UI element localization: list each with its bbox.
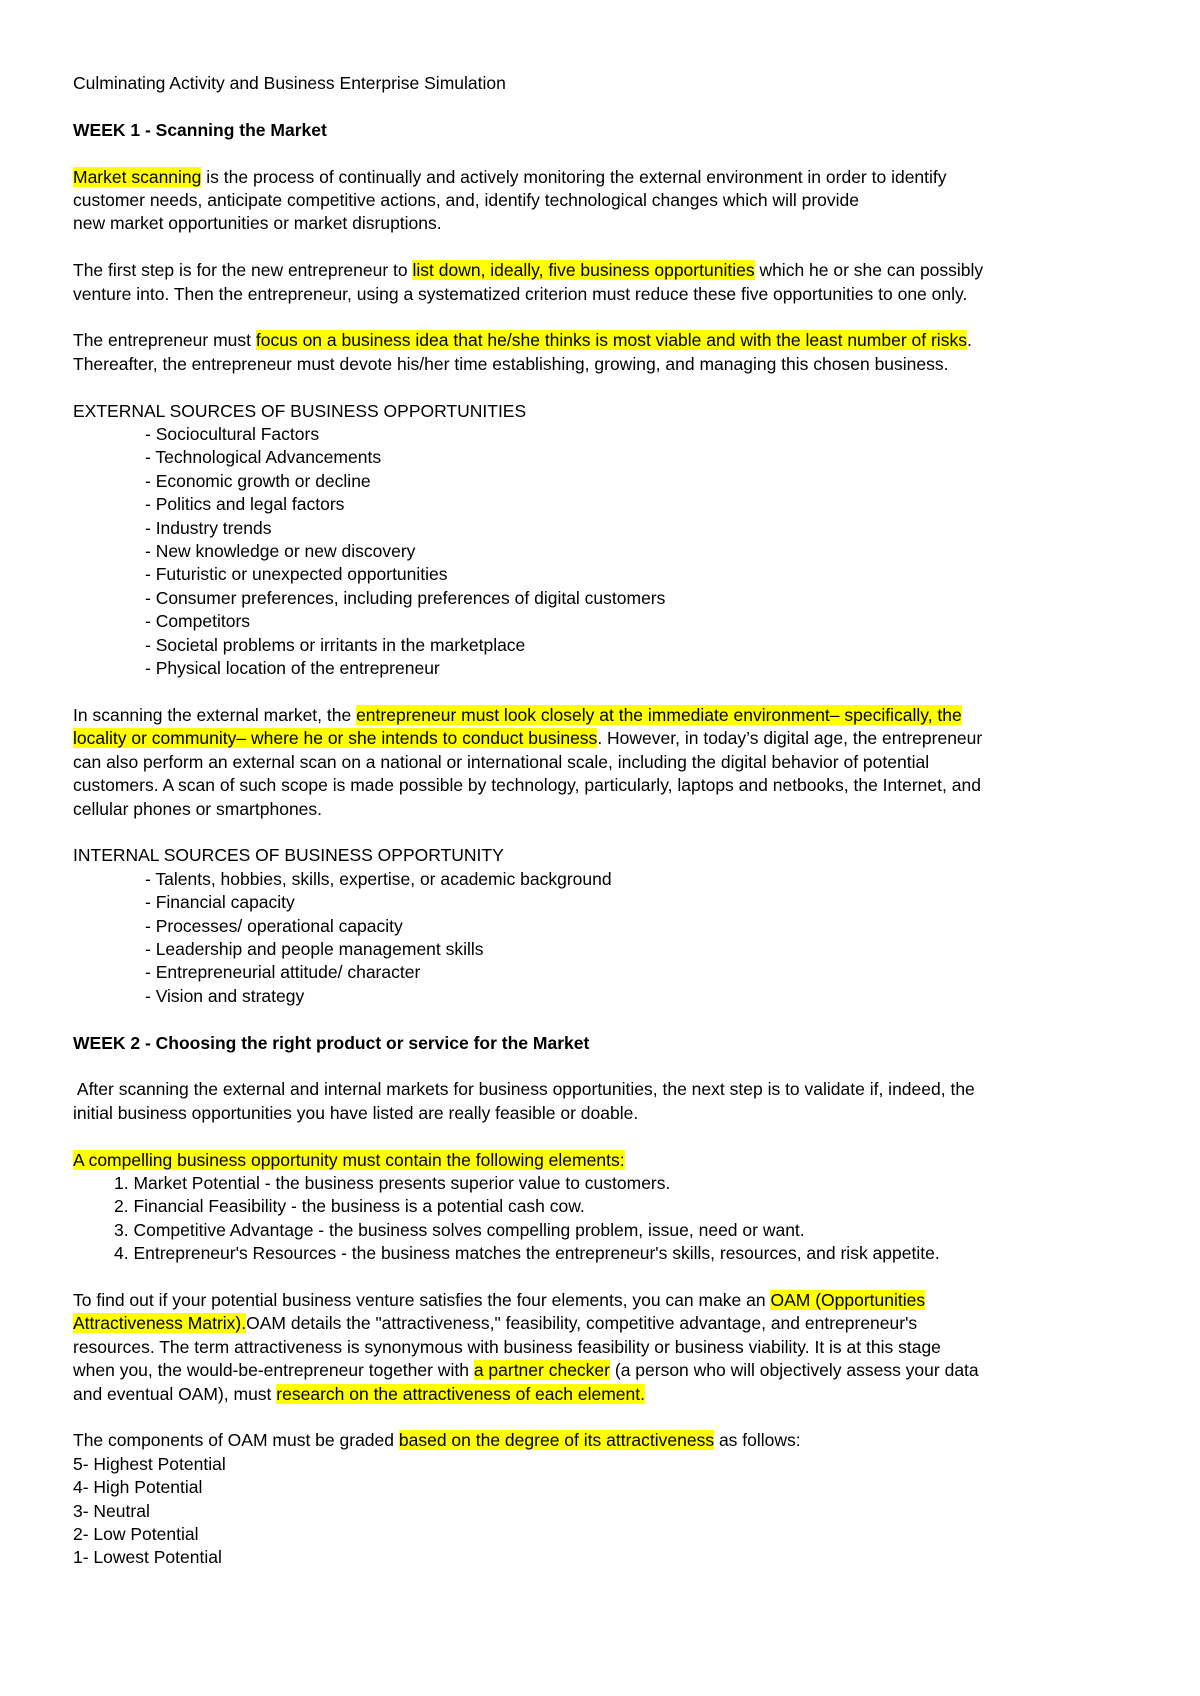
week1-paragraph-2: The first step is for the new entrepreneur to list down, ideally, five business opportunities which he or she can possibly venture into. Then the entrepreneur, using a systematized criterion must reduce these five opportunities to one only. xyxy=(73,260,984,304)
list-item: 3. Competitive Advantage - the business solves compelling problem, issue, need or want. xyxy=(114,1219,805,1240)
grade-item: 3- Neutral xyxy=(73,1500,150,1521)
document-page xyxy=(73,72,1143,1570)
week1-paragraph-1: Market scanning is the process of continually and actively monitoring the external environment in order to identify customer needs, anticipate competitive actions, and, identify technological changes which will provide new market opportunities or market disruptions. xyxy=(73,166,947,234)
list-item: - Talents, hobbies, skills, expertise, or academic background xyxy=(145,868,612,889)
list-item: - Futuristic or unexpected opportunities xyxy=(145,564,448,585)
list-item: - Societal problems or irritants in the marketplace xyxy=(145,634,526,655)
highlight-text: A compelling business opportunity must contain the following elements: xyxy=(73,1149,625,1170)
list-item: - Processes/ operational capacity xyxy=(145,915,403,936)
grade-item: 1- Lowest Potential xyxy=(73,1547,222,1568)
document-title: Culminating Activity and Business Enterprise Simulation xyxy=(73,73,506,93)
highlight-text: focus on a business idea that he/she thinks is most viable and with the least number of risks xyxy=(255,330,967,351)
highlight-text: a partner checker xyxy=(473,1360,610,1381)
week2-paragraph-2: To find out if your potential business venture satisfies the four elements, you can make an OAM (Opportunities Attractiveness Matrix).OAM details the "attractiveness," feasibility, competitive advantage, and entrepreneur's resources. The term attractiveness is synonymous with business feasibility or business viability. It is at this stage when you, the would-be-entrepreneur together with a partner checker (a person who will objectively assess your data and eventual OAM), must research on the attractiveness of each element. xyxy=(73,1289,979,1404)
week2-heading: WEEK 2 - Choosing the right product or service for the Market xyxy=(73,1032,590,1053)
elements-list xyxy=(73,1172,1143,1266)
list-item: - Vision and strategy xyxy=(145,985,305,1006)
external-sources-list xyxy=(73,423,1143,680)
week2-paragraph-1: After scanning the external and internal markets for business opportunities, the next step is to validate if, indeed, the initial business opportunities you have listed are really feasible or doable. xyxy=(73,1079,975,1123)
highlight-text: list down, ideally, five business opportunities xyxy=(412,260,755,281)
highlight-text: entrepreneur must look closely at the immediate environment– specifically, the xyxy=(356,704,962,725)
internal-sources-heading: INTERNAL SOURCES OF BUSINESS OPPORTUNITY xyxy=(73,845,504,866)
internal-sources-list xyxy=(73,868,1143,1008)
list-item: - Technological Advancements xyxy=(145,447,382,468)
list-item: - Sociocultural Factors xyxy=(145,424,320,445)
external-sources-heading: EXTERNAL SOURCES OF BUSINESS OPPORTUNITIES xyxy=(73,400,527,421)
list-item: 2. Financial Feasibility - the business is a potential cash cow. xyxy=(114,1196,585,1217)
highlight-text: Attractiveness Matrix). xyxy=(73,1313,247,1334)
list-item: - Industry trends xyxy=(145,517,272,538)
week1-paragraph-4: In scanning the external market, the entrepreneur must look closely at the immediate environment– specifically, the locality or community– where he or she intends to conduct business. However, in today’s digital age, the entrepreneur can also perform an external scan on a national or international scale, including the digital behavior of potential customers. A scan of such scope is made possible by technology, particularly, laptops and netbooks, the Internet, and cellular phones or smartphones. xyxy=(73,704,983,819)
week1-paragraph-3: The entrepreneur must focus on a business idea that he/she thinks is most viable and with the least number of risks. Thereafter, the entrepreneur must devote his/her time establishing, growing, and managing this chosen business. xyxy=(73,330,972,374)
highlight-text: locality or community– where he or she intends to conduct business xyxy=(73,728,598,749)
list-item: 1. Market Potential - the business presents superior value to customers. xyxy=(114,1172,671,1193)
list-item: - Politics and legal factors xyxy=(145,494,345,515)
highlight-text: OAM (Opportunities xyxy=(770,1289,926,1310)
list-item: - Consumer preferences, including preferences of digital customers xyxy=(145,587,666,608)
grade-item: 5- Highest Potential xyxy=(73,1453,226,1474)
list-item: - New knowledge or new discovery xyxy=(145,541,416,562)
list-item: - Physical location of the entrepreneur xyxy=(145,658,440,679)
list-item: - Entrepreneurial attitude/ character xyxy=(145,962,421,983)
list-item: - Financial capacity xyxy=(145,892,295,913)
list-item: - Competitors xyxy=(145,611,251,632)
highlight-text: based on the degree of its attractiveness xyxy=(398,1430,715,1451)
week2-paragraph-3: The components of OAM must be graded based on the degree of its attractiveness as follows: 5- Highest Potential 4- High Potential 3- Neutral 2- Low Potential 1- Lowest Potential xyxy=(73,1429,1143,1569)
highlight-text: research on the attractiveness of each element. xyxy=(276,1383,645,1404)
grade-item: 2- Low Potential xyxy=(73,1524,199,1544)
list-item: 4. Entrepreneur's Resources - the business matches the entrepreneur's skills, resources, and risk appetite. xyxy=(114,1243,940,1264)
list-item: - Leadership and people management skills xyxy=(145,938,484,959)
grade-item: 4- High Potential xyxy=(73,1477,203,1498)
highlight-text: Market scanning xyxy=(73,166,202,187)
week1-heading: WEEK 1 - Scanning the Market xyxy=(73,119,327,140)
list-item: - Economic growth or decline xyxy=(145,470,371,491)
elements-section xyxy=(73,1149,1143,1266)
